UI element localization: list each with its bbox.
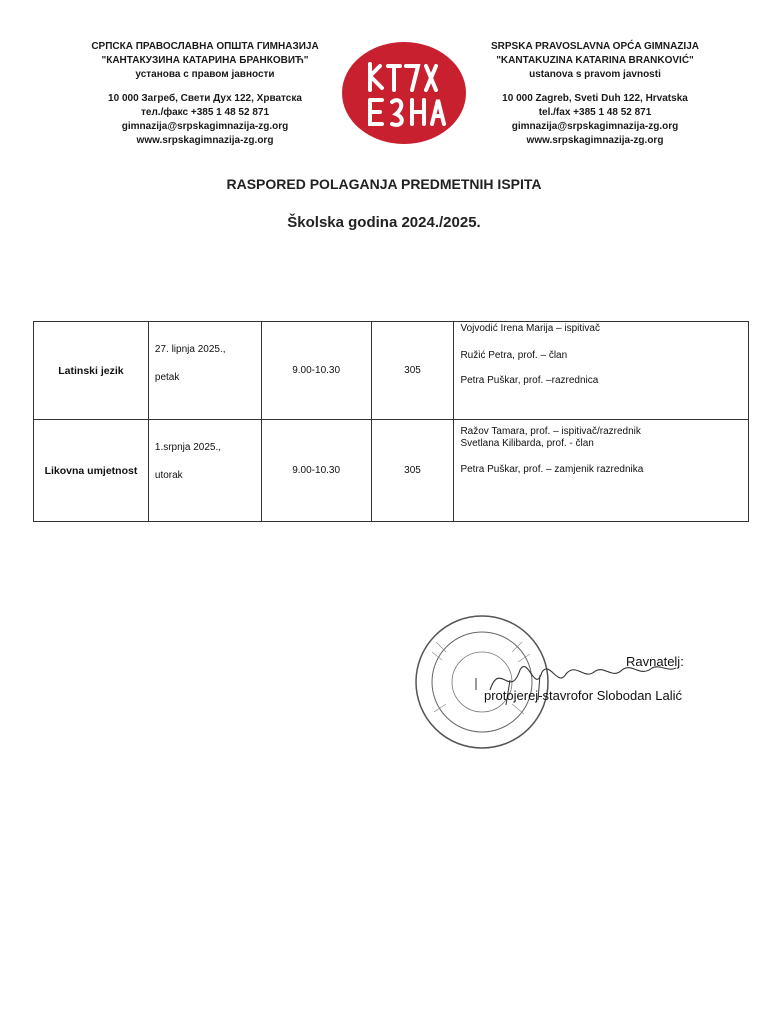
subject-cell: Likovna umjetnost [34, 420, 149, 522]
committee-member: Ružić Petra, prof. – član [460, 350, 568, 361]
committee-member: Ražov Tamara, prof. – ispitivač/razrednik [460, 426, 641, 437]
table-row [34, 322, 749, 420]
exam-day: petak [154, 372, 180, 383]
committee-member: Vojvodić Irena Marija – ispitivač [460, 323, 600, 334]
time-cell: 9.00-10.30 [261, 322, 371, 420]
room-cell: 305 [371, 322, 454, 420]
exam-day: utorak [154, 470, 183, 481]
committee-member: Svetlana Kilibarda, prof. - član [460, 438, 594, 449]
web-right: www.srpskagimnazija-zg.org [526, 135, 664, 146]
exam-date: 1.srpnja 2025., [154, 442, 222, 453]
header-left [80, 40, 330, 148]
address-latin: 10 000 Zagreb, Sveti Duh 122, Hrvatska [502, 93, 688, 104]
table-row [34, 420, 749, 522]
date-cell [148, 420, 261, 522]
exam-schedule-table [33, 321, 749, 522]
document-title: RASPORED POLAGANJA PREDMETNIH ISPITA [226, 176, 542, 192]
phone-latin: tel./fax +385 1 48 52 871 [538, 107, 652, 118]
time-cell: 9.00-10.30 [261, 420, 371, 522]
subject-cell: Latinski jezik [34, 322, 149, 420]
school-logo [340, 40, 468, 146]
committee-member: Petra Puškar, prof. – zamjenik razrednika [460, 464, 644, 475]
school-status-cyrillic: установа с правом јавности [135, 69, 275, 80]
school-subname-latin: "KANTAKUZINA KATARINA BRANKOVIĆ" [496, 55, 694, 66]
committee-cell [454, 322, 749, 420]
date-cell [148, 322, 261, 420]
committee-member: Petra Puškar, prof. –razrednica [460, 375, 599, 386]
school-name-cyrillic: СРПСКА ПРАВОСЛАВНА ОПШТА ГИМНАЗИЈА [91, 41, 319, 52]
email-right: gimnazija@srpskagimnazija-zg.org [511, 121, 679, 132]
header-right [470, 40, 720, 148]
exam-date: 27. lipnja 2025., [154, 344, 226, 355]
signatory-name: protojerej-stavrofor Slobodan Lalić [484, 688, 682, 703]
school-status-latin: ustanova s pravom javnosti [529, 69, 661, 80]
phone-cyrillic: тел./факс +385 1 48 52 871 [140, 107, 270, 118]
school-name-latin: SRPSKA PRAVOSLAVNA OPĆA GIMNAZIJA [491, 41, 699, 52]
room-cell: 305 [371, 420, 454, 522]
document-subtitle: Školska godina 2024./2025. [287, 214, 481, 231]
email-left: gimnazija@srpskagimnazija-zg.org [121, 121, 289, 132]
signature-label: Ravnatelj: [626, 654, 684, 669]
address-cyrillic: 10 000 Загреб, Свети Дух 122, Хрватска [108, 93, 302, 104]
school-subname-cyrillic: "КАНТАКУЗИНА КАТАРИНА БРАНКОВИЋ" [101, 55, 309, 66]
web-left: www.srpskagimnazija-zg.org [136, 135, 274, 146]
committee-cell [454, 420, 749, 522]
